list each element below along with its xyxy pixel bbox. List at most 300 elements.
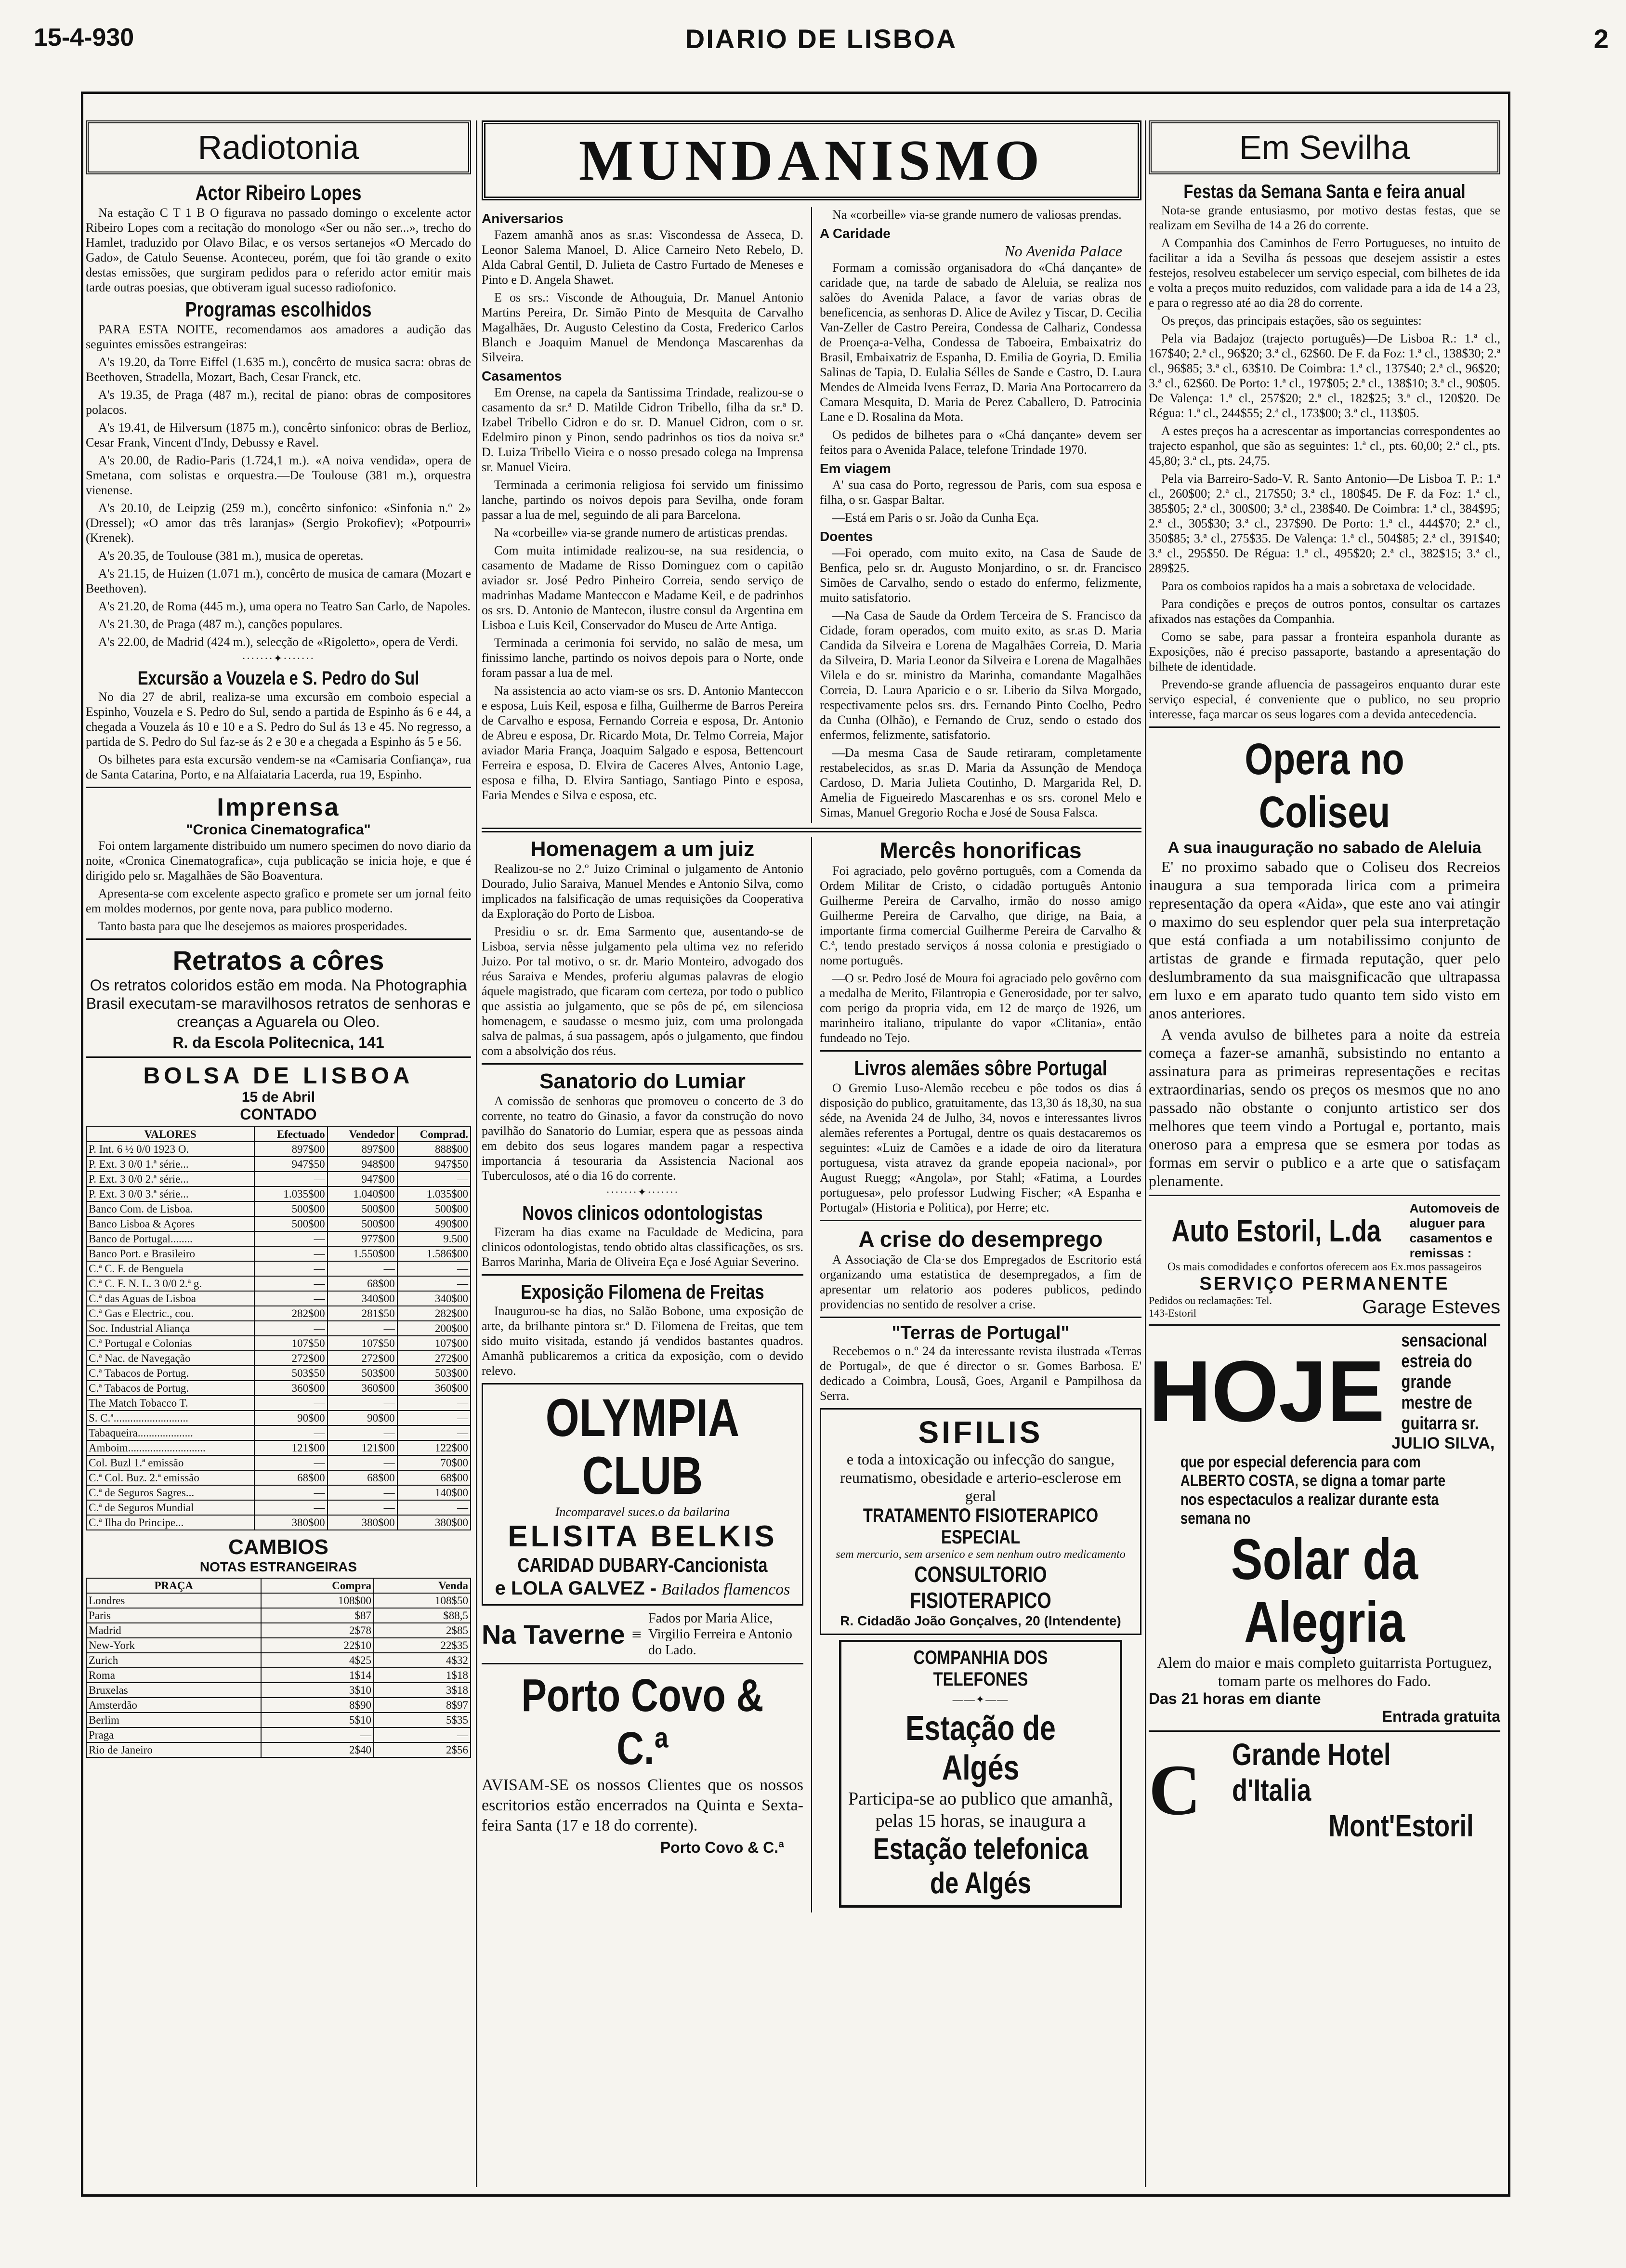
livros-title: Livros alemães sôbre Portugal — [854, 1056, 1107, 1080]
table-cell: 282$00 — [254, 1306, 327, 1321]
hoje-text: sensacional estreia do grande mestre de guitarra sr. — [1401, 1331, 1487, 1434]
table-cell: 360$00 — [328, 1381, 397, 1396]
table-cell: P. Ext. 3 0/0 2.ª série... — [86, 1172, 254, 1187]
program-item: A's 21.15, de Huizen (1.071 m.), concêrto de musica de camara (Mozart e Beethoven). — [86, 567, 471, 595]
sevilha-festas-title: Festas da Semana Santa e feira anual — [1183, 181, 1466, 202]
divider — [86, 1056, 471, 1058]
table-cell: — — [397, 1411, 471, 1425]
table-cell: Roma — [86, 1668, 261, 1683]
table-row — [86, 1366, 471, 1381]
lower-center-left — [482, 837, 803, 1912]
table-cell: 272$00 — [254, 1351, 327, 1366]
table-cell: 281$50 — [328, 1306, 397, 1321]
table-row — [86, 1306, 471, 1321]
excursao-text: No dia 27 de abril, realiza-se uma excursão em comboio especial a Espinho, Vouzela e S. Pedro do Sul, sendo a partida de Espinho ás 6 e 44, a chegada a Vouzela ás 10 e 10 e a S. Pedro do Sul ás 13 e 45. No regresso, a partida de S. Pedro do Sul faz-se ás 2 e 30 e a chegada a Espinho ás 5 e 56. — [86, 690, 471, 749]
table-cell: 1.550$00 — [328, 1246, 397, 1261]
sifilis-text: e toda a intoxicação ou infecção do sangue, reumatismo, obesidade e arterio-esclerose em geral — [840, 1450, 1121, 1504]
table-cell: — — [254, 1291, 327, 1306]
hoje-name: JULIO SILVA, — [1391, 1434, 1495, 1452]
table-cell: 2$40 — [261, 1742, 374, 1757]
doentes-text: —Foi operado, com muito exito, na Casa de Saude de Benfica, pelo sr. dr. Augusto Monjardino, o sr. dr. Francisco Simões de Carvalho, sendo o estado do enfermo, felizmente, muito satisfatorio. — [820, 546, 1141, 605]
clinicos-text: Fizeram ha dias exame na Faculdade de Medicina, para clinicos odontologistas, tendo obtido altas classificações, os srs. Barros Marinha, Maria de Oliveira Eça e José Aguiar Severino. — [482, 1225, 803, 1269]
table-header-cell: Comprad. — [397, 1127, 471, 1142]
table-cell: Amsterdão — [86, 1698, 261, 1713]
table-cell: 2$85 — [374, 1623, 471, 1638]
hoje-text-2: que por especial deferencia para com ALBERTO COSTA, se digna a tomar parte nos espectaculos a realizar durante esta semana no — [1180, 1453, 1446, 1528]
table-cell: 947$50 — [254, 1157, 327, 1172]
table-row — [86, 1216, 471, 1231]
crise-title: A crise do desemprego — [858, 1226, 1103, 1252]
table-cell: C.ª Tabacos de Portug. — [86, 1366, 254, 1381]
table-row — [86, 1187, 471, 1201]
viagem-text-2: —Está em Paris o sr. João da Cunha Eça. — [832, 511, 1039, 525]
table-row — [86, 1336, 471, 1351]
mundanismo-left — [482, 207, 803, 823]
hotel-logo: C — [1149, 1750, 1201, 1830]
sevilha-header — [1149, 120, 1500, 174]
table-cell: S. C.ª........................... — [86, 1411, 254, 1425]
olympia-star: ELISITA BELKIS — [508, 1520, 777, 1553]
imprensa-text-3: Tanto basta para que lhe desejemos as maiores prosperidades. — [98, 919, 407, 933]
table-cell: 360$00 — [397, 1381, 471, 1396]
telefones-title: COMPANHIA DOS TELEFONES — [913, 1647, 1048, 1690]
table-cell: 1.040$00 — [328, 1187, 397, 1201]
table-cell: 503$00 — [328, 1366, 397, 1381]
program-item: A's 20.00, de Radio-Paris (1.724,1 m.). «A noiva vendida», opera de Smetana, com solistas e orquestra.—De Toulouse (381 m.), orquestra vienense. — [86, 453, 471, 497]
retratos-title: Retratos a côres — [172, 945, 384, 976]
table-cell: 68$00 — [328, 1470, 397, 1485]
table-row — [86, 1683, 471, 1698]
mundanismo-right — [820, 207, 1141, 823]
hotel-ad — [1149, 1737, 1500, 1844]
divider — [482, 1663, 803, 1664]
table-row — [86, 1411, 471, 1425]
table-cell: C.ª das Aguas de Lisboa — [86, 1291, 254, 1306]
table-cell: — — [374, 1727, 471, 1742]
table-cell: 1.035$00 — [254, 1187, 327, 1201]
casamentos-text-2: Terminada a cerimonia religiosa foi servido um finissimo lanche, partindo os noivos depois para Sevilha, onde foram passar a lua de mel, seguindo de ali para Barcelona. — [482, 478, 803, 522]
casamentos-text-6: Na assistencia ao acto viam-se os srs. D. Antonio Manteccon e esposa, Luis Keil, esposa e filha, Guilherme de Barros Pereira de Carvalho e esposa, Fernando Correia e esposa, Dr. Antonio de Abreu e esposa, Dr. Ricardo Mota, Dr. Telmo Correia, Major aviador Maria França, Joaquim Salgado e esposa, Bettencourt Ferreira e esposa, D. Elvira de Caceres Alves, Antonio Lage, esposa e filha, D. Elvira Santiago, Santiago Pinto e esposa, Faria Mendes e Silva e esposa, etc. — [482, 684, 803, 802]
table-cell: Banco de Portugal........ — [86, 1231, 254, 1246]
table-cell: — — [328, 1455, 397, 1470]
table-cell: — — [254, 1455, 327, 1470]
table-cell: Bruxelas — [86, 1683, 261, 1698]
table-cell: 1.586$00 — [397, 1246, 471, 1261]
table-cell: — — [397, 1425, 471, 1440]
table-cell: Madrid — [86, 1623, 261, 1638]
divider — [1149, 1195, 1500, 1196]
table-cell: Soc. Industrial Aliança — [86, 1321, 254, 1336]
sevilha-text-5: A estes preços ha a acrescentar as importancias correspondentes ao trajecto espanhol, que são as seguintes: 1.ª cl., pts. 60,00; 2.ª cl., pts. 45,80; 3.ª cl., pts. 24,75. — [1149, 424, 1500, 468]
cambios-table — [86, 1578, 471, 1758]
table-cell: 8$97 — [374, 1698, 471, 1713]
column-right — [1149, 120, 1500, 2187]
portocovo-name: Porto Covo & C.ª — [521, 1670, 764, 1774]
sevilha-text-6: Pela via Barreiro-Sado-V. R. Santo Antonio—De Lisboa T. P.: 1.ª cl., 260$00; 2.ª cl., 217$50; 3.ª cl., 180$45. De F. da Foz: 1.ª cl., 385$05; 2.ª cl., 300$00; 3.ª cl., 238$40. De Coimbra: 1.ª cl., 384$95; 2.ª cl., 305$30; 3.ª cl., 237$90. De Porto: 1.ª cl., 444$70; 2.ª cl., 350$85; 3.ª cl., 275$35. De Valença: 1.ª cl., 504$85; 2.ª cl., 391$40; 3.ª cl., 295$50. De Régua: 1.ª cl., 495$20; 2.ª cl., 382$15; 3.ª cl., 289$25. — [1149, 472, 1500, 575]
actor-text: Na estação C T 1 B O figurava no passado domingo o excelente actor Ribeiro Lopes com a recitação do monologo «Ser ou não ser...», trecho do Hamlet, traduzido por Olavo Bilac, e os versos sertanejos «O Mercado do Gado», de Catulo Seuense. Aconteceu, porém, que foi tão grande o exito destas emissões, que surgiram pedidos para o referido actor emitir mais tarde outras poesias, que obtiveram igual sucesso radiofonico. — [86, 206, 471, 294]
table-cell: 1.035$00 — [397, 1187, 471, 1201]
caridade-text: Formam a comissão organisadora do «Chá dançante» de caridade que, na tarde de sabado de Aleluia, se realiza nos salões do Avenida Palace, a favor de varias obras de beneficencia, as senhoras D. Alice de Avilez y Tiscar, D. Cecilia Van-Zeller de Castro Pereira, Condessa de Calhariz, Condessa de Proença-a-Velha, Condessa de Taboeira, Embaixatriz do Brasil, Embaixatriz de Espanha, D. Emilia de Goyria, D. Emilia Salinas de Tapia, D. Eulalia Sélles de Sande e Castro, D. Laura Mendes de Almeida Ivens Ferraz, D. Maria Ana Portocarrero da Camara Mesquita, D. Maria de Perez Caballero, D. Patrocinia Lane e D. Rosalina da Mota. — [820, 261, 1141, 424]
table-cell: 121$00 — [328, 1440, 397, 1455]
table-cell: Col. Buzl 1.ª emissão — [86, 1455, 254, 1470]
taverne-text: Fados por Maria Alice, Virgilio Ferreira e Antonio do Lado. — [648, 1611, 792, 1658]
table-header-cell: Compra — [261, 1578, 374, 1593]
table-cell: Banco Com. de Lisboa. — [86, 1201, 254, 1216]
merces-text-2: —O sr. Pedro José de Moura foi agraciado pelo govêrno com a medalha de Merito, Filantropia e Generosidade, por ter salvo, com perigo da propria vida, em 12 de março de 1926, um marinheiro italiano, tripulante do vapor «Clitania», então fundeado no Tejo. — [820, 971, 1141, 1045]
table-cell: C.ª Portugal e Colonias — [86, 1336, 254, 1351]
cambios-title: CAMBIOS — [228, 1535, 328, 1559]
casamentos-title: Casamentos — [482, 369, 562, 383]
doentes-text-3: —Da mesma Casa de Saude retiraram, completamente restabelecidos, as sr.as D. Maria da Assunção de Mendoça Cardoso, D. Maria Julieta Coutinho, D. Margarida Rel, D. Amelia de Figueiredo Mascarenhas e os srs. coronel Melo e Simas, Manuel Gregorio Rocha e José de Sousa Falsca. — [820, 746, 1141, 819]
table-cell: 360$00 — [254, 1381, 327, 1396]
table-cell: Berlim — [86, 1713, 261, 1727]
table-cell: — — [328, 1396, 397, 1411]
casamentos-text: Em Orense, na capela da Santissima Trindade, realizou-se o casamento da sr.ª D. Matilde Cidron Tribello, filha da sr.ª D. Izabel Tribello Cidron e do sr. D. Manuel Cidron, com o sr. Edelmiro pinon y Pinon, sendo padrinhos os tios da noiva sr.ª D. Luiza Tribello Vieira e o nosso presado colega na Imprensa sr. Manuel Vieira. — [482, 385, 803, 474]
table-cell: Paris — [86, 1608, 261, 1623]
table-cell: C.ª de Seguros Mundial — [86, 1500, 254, 1515]
table-cell: — — [328, 1485, 397, 1500]
table-cell: C.ª Tabacos de Portug. — [86, 1381, 254, 1396]
homenagem-text-2: Presidiu o sr. dr. Ema Sarmento que, ausentando-se de Lisboa, servia nêsse julgamento pela ultima vez no referido Juizo. Por tal motivo, o sr. dr. Mario Monteiro, advogado dos réus Saraiva e Mendes, proferiu algumas palavras de elogio áquele magistrado, que ficaram com certeza, por todo o publico que assistia ao julgamento, que se pôs de pé, em silenciosa homenagem, e saudasse o mesmo juiz, com uma prolongada salva de palmas, á sua passagem, após o julgamento, que findou com a absolvição dos réus. — [482, 924, 803, 1058]
table-cell: — — [397, 1172, 471, 1187]
column-rule — [811, 207, 812, 823]
table-cell: 107$50 — [328, 1336, 397, 1351]
table-cell: 1$14 — [261, 1668, 374, 1683]
table-cell: New-York — [86, 1638, 261, 1653]
table-cell: — — [328, 1425, 397, 1440]
viagem-title: Em viagem — [820, 461, 891, 476]
divider — [482, 1274, 803, 1276]
viagem-text: A' sua casa do Porto, regressou de Paris, com sua esposa e filha, o sr. Gaspar Baltar. — [820, 478, 1141, 507]
sifilis-ad — [820, 1408, 1141, 1635]
table-row — [86, 1455, 471, 1470]
exposicao-text: Inaugurou-se ha dias, no Salão Bobone, uma exposição de arte, da brilhante pintora sr.ª D. Filomena de Freitas, que tem sido muito visitada, estando já vendidos bastantes quadros. Amanhã publicaremos a critica da exposição, com o devido relevo. — [482, 1304, 803, 1378]
table-cell: C.ª Ilha do Principe... — [86, 1515, 254, 1530]
table-cell: 68$00 — [397, 1470, 471, 1485]
prendas-text: Na «corbeille» via-se grande numero de valiosas prendas. — [832, 208, 1122, 222]
opera-sub: A sua inauguração no sabado de Aleluia — [1167, 839, 1482, 857]
table-cell: C.ª Gas e Electric., cou. — [86, 1306, 254, 1321]
doentes-title: Doentes — [820, 529, 873, 544]
hoje-big: HOJE — [1149, 1343, 1385, 1440]
table-row — [86, 1157, 471, 1172]
actor-title: Actor Ribeiro Lopes — [195, 181, 362, 205]
program-item: A's 19.41, de Hilversum (1875 m.), concêrto sinfonico: obras de Berlioz, Cesar Frank, Vincent d'Indy, Debussy e Ravel. — [86, 421, 471, 449]
sevilha-text-4: Pela via Badajoz (trajecto português)—De Lisboa R.: 1.ª cl., 167$40; 2.ª cl., 96$20; 3.ª cl., 62$60. De F. da Foz: 1.ª cl., 138$30; 2.ª cl., 96$85; 3.ª cl., 63$10. De Coimbra: 1.ª cl., 137$40; 2.ª cl., 96$20; 3.ª cl., 62$60. De Porto: 1.ª cl., 197$05; 2.ª cl., 138$10; 3.ª cl., 90$05. De Valença: 1.ª cl., 257$20; 2.ª cl., 182$25; 3.ª cl., 120$20. De Régua: 1.ª cl., 244$55; 2.ª cl., 173$00; 3.ª cl., 113$05. — [1149, 331, 1500, 420]
table-cell: Amboim............................ — [86, 1440, 254, 1455]
section-divider — [482, 828, 1141, 832]
autoestoril-ad — [1149, 1201, 1500, 1319]
hoje-ad — [1149, 1331, 1500, 1726]
table-cell: Tabaqueira.................... — [86, 1425, 254, 1440]
table-cell: 948$00 — [328, 1157, 397, 1172]
table-cell: 503$00 — [397, 1366, 471, 1381]
aniversarios-title: Aniversarios — [482, 211, 564, 226]
table-cell: 2$56 — [374, 1742, 471, 1757]
hoje-text-5: Entrada gratuita — [1382, 1708, 1500, 1725]
table-cell: — — [254, 1396, 327, 1411]
autoestoril-contact: Pedidos ou reclamações: Tel. 143-Estoril — [1149, 1294, 1272, 1319]
imprensa-text-2: Apresenta-se com excelente aspecto grafico e promete ser um jornal feito em moldes modernos, por gente nova, para publico moderno. — [86, 886, 471, 915]
table-cell: 947$50 — [397, 1157, 471, 1172]
table-cell: C.ª de Seguros Sagres... — [86, 1485, 254, 1500]
table-header-cell: Efectuado — [254, 1127, 327, 1142]
table-header-cell: Vendedor — [328, 1127, 397, 1142]
programs-intro: PARA ESTA NOITE, recomendamos aos amadores a audição das seguintes emissões estrangeiras: — [86, 322, 471, 351]
sifilis-title: SIFILIS — [918, 1415, 1043, 1450]
sanatorio-title: Sanatorio do Lumiar — [539, 1069, 746, 1093]
taverne-name: Na Taverne — [482, 1619, 625, 1649]
table-cell: 380$00 — [254, 1515, 327, 1530]
table-cell: 22$35 — [374, 1638, 471, 1653]
table-cell: $88,5 — [374, 1608, 471, 1623]
table-row — [86, 1500, 471, 1515]
table-cell: Rio de Janeiro — [86, 1742, 261, 1757]
casamentos-text-5: Terminada a cerimonia foi servido, no salão de mesa, um finissimo lanche, partindo os noivos depois para o Norte, onde foram passar a lua de mel. — [482, 636, 803, 680]
ornament-divider: ·······✦······· — [606, 1186, 679, 1198]
sevilha-text-3: Os preços, das principais estações, são os seguintes: — [1161, 314, 1422, 328]
table-cell: 500$00 — [328, 1216, 397, 1231]
table-cell: — — [261, 1727, 374, 1742]
casamentos-text-3: Na «corbeille» via-se grande numero de artisticas prendas. — [494, 526, 788, 540]
table-cell: — — [328, 1261, 397, 1276]
table-cell: 500$00 — [254, 1201, 327, 1216]
divider — [86, 787, 471, 788]
page-number: 2 — [1593, 24, 1609, 54]
table-header-cell: PRAÇA — [86, 1578, 261, 1593]
excursao-text-2: Os bilhetes para esta excursão vendem-se na «Camisaria Confiança», rua de Santa Catarina, Porto, e na Alfaiataria Lacerda, rua 19, Espinho. — [86, 752, 471, 781]
table-cell: 888$00 — [397, 1142, 471, 1157]
table-row — [86, 1742, 471, 1757]
masthead — [34, 23, 1609, 62]
portocovo-sign: Porto Covo & C.ª — [660, 1839, 784, 1856]
table-row — [86, 1425, 471, 1440]
mundanismo-title: MUNDANISMO — [578, 128, 1045, 192]
divider — [820, 1317, 1141, 1318]
table-row — [86, 1608, 471, 1623]
table-cell: 3$10 — [261, 1683, 374, 1698]
table-cell: Banco Port. e Brasileiro — [86, 1246, 254, 1261]
program-item: A's 19.35, de Praga (487 m.), recital de piano: obras de compositores polacos. — [86, 388, 471, 417]
table-header-cell: VALORES — [86, 1127, 254, 1142]
bolsa-table — [86, 1126, 471, 1530]
table-row — [86, 1638, 471, 1653]
column-left — [86, 120, 471, 2187]
table-cell: C.ª C. F. N. L. 3 0/0 2.ª g. — [86, 1276, 254, 1291]
divider — [820, 1220, 1141, 1221]
table-cell: 140$00 — [397, 1485, 471, 1500]
table-cell: 68$00 — [254, 1470, 327, 1485]
table-row — [86, 1276, 471, 1291]
aniversarios-text-2: E os srs.: Visconde de Athouguia, Dr. Manuel Antonio Martins Pereira, Dr. Simão Pinto de Mesquita de Carvalho Magalhães, Dr. Augusto Celestino da Costa, Frederico Carlos Blanch e Joaquim Manuel de Mendonça Mascarenhas da Silveira. — [482, 290, 803, 364]
table-cell: 977$00 — [328, 1231, 397, 1246]
sevilha-title: Em Sevilha — [1239, 129, 1410, 166]
telefones-big: Estação telefonica de Algés — [873, 1833, 1088, 1900]
table-cell: — — [254, 1485, 327, 1500]
sevilha-text-10: Prevendo-se grande afluencia de passageiros enquanto durar este serviço especial, é conveniente que o publico, no seu proprio interesse, faça marcar os seus logares com a devida antecedencia. — [1149, 677, 1500, 721]
table-cell: 500$00 — [328, 1201, 397, 1216]
autoestoril-service: SERVIÇO PERMANENTE — [1199, 1274, 1450, 1294]
program-item: A's 21.20, de Roma (445 m.), uma opera no Teatro San Carlo, de Napoles. — [98, 599, 471, 613]
bolsa-date: 15 de Abril — [241, 1089, 315, 1105]
crise-text: A Associação de Cla·se dos Empregados de Escritorio está organizando uma estatistica de desempregados, a fim de apresentar um relatorio aos poderes publicos, pedindo providencias no sentido de resolver a crise. — [820, 1253, 1141, 1311]
table-row — [86, 1653, 471, 1668]
table-cell: Zurich — [86, 1653, 261, 1668]
table-row — [86, 1291, 471, 1306]
table-row — [86, 1698, 471, 1713]
table-cell: 500$00 — [254, 1216, 327, 1231]
sevilha-text-8: Para condições e preços de outros pontos, consultar os cartazes afixados nas estações da Companhia. — [1149, 597, 1500, 626]
taverne-ad: Na Taverne ≡ Fados por Maria Alice, Virgilio Ferreira e Antonio do Lado. — [482, 1610, 803, 1658]
table-cell: — — [328, 1321, 397, 1336]
table-cell: 107$50 — [254, 1336, 327, 1351]
table-cell: — — [254, 1261, 327, 1276]
opera-text-2: A venda avulso de bilhetes para a noite da estreia começa a fazer-se amanhã, subsistindo no entanto a assinatura para as primeiras representações e recitas extraordinarias, sendo os preços os mesmos que no ano passado não obstante o conjunto artistico ser dos melhores que teem vindo a Portugal e, portanto, mais oneroso para a empresa que se esmera por todas as formas em servir o publico e a arte que o satisfaçam plenamente. — [1149, 1026, 1500, 1189]
table-cell: 282$00 — [397, 1306, 471, 1321]
table-cell: — — [397, 1276, 471, 1291]
autoestoril-garage: Garage Esteves — [1362, 1296, 1500, 1318]
lower-center — [482, 837, 1141, 1912]
table-cell: 70$00 — [397, 1455, 471, 1470]
olympia-name: OLYMPIA CLUB — [545, 1388, 740, 1505]
table-cell: 4$25 — [261, 1653, 374, 1668]
table-cell: 490$00 — [397, 1216, 471, 1231]
table-cell: 272$00 — [397, 1351, 471, 1366]
table-row — [86, 1623, 471, 1638]
opera-text: E' no proximo sabado que o Coliseu dos Recreios inaugura a sua temporada lirica com a primeira representação da opera «Aida», que este ano vai atingir o maximo do seu esplendor quer pela sua interpretação que está confiada a um notabilissimo conjunto de artistas de grande e firmada reputação, quer pelo deslumbramento da sua maisgnificacão que ultrapassa em luxo e em aparato tudo quanto tem sido visto em anos anteriores. — [1149, 858, 1500, 1022]
table-cell: 22$10 — [261, 1638, 374, 1653]
table-cell: 3$18 — [374, 1683, 471, 1698]
table-cell: 340$00 — [397, 1291, 471, 1306]
merces-text: Foi agraciado, pelo govêrno português, com a Comenda da Ordem Militar de Cristo, o cidadão português Antonio Guilherme Pereira de Carvalho, irmão do nosso amigo Guilherme Pereira de Carvalho, que dirige, na Baia, a importante firma comercial Guilherme Pereira de Carvalho & C.ª, tendo prestado serviços á nossa colonia e prestigiado o nome português. — [820, 864, 1141, 967]
telefones-ad — [839, 1640, 1122, 1908]
table-cell: 8$90 — [261, 1698, 374, 1713]
table-cell: 947$00 — [328, 1172, 397, 1187]
sifilis-t2: sem mercurio, sem arsenico e sem nenhum outro medicamento — [836, 1548, 1126, 1561]
table-cell: P. Int. 6 ½ 0/0 1923 O. — [86, 1142, 254, 1157]
table-cell: The Match Tobacco T. — [86, 1396, 254, 1411]
program-item: A's 20.35, de Toulouse (381 m.), musica de operetas. — [98, 549, 364, 563]
table-cell: 5$10 — [261, 1713, 374, 1727]
program-item: A's 20.10, de Leipzig (259 m.), concêrto sinfonico: «Sinfonia n.º 2» (Dressel); «O amor das três laranjas» (Sergio Prokofiev); «Potpourri» (Krenek). — [86, 501, 471, 545]
terras-text: Recebemos o n.º 24 da interessante revista ilustrada «Terras de Portugal», de que é director o sr. Gomes Barbosa. E' dedicado a Coimbra, Lousã, Goes, Arganil e Pampilhosa da Serra. — [820, 1344, 1141, 1403]
column-rule — [811, 837, 812, 1912]
table-cell: 108$00 — [261, 1593, 374, 1608]
table-cell: Londres — [86, 1593, 261, 1608]
table-cell: Banco Lisboa & Açores — [86, 1216, 254, 1231]
table-row — [86, 1727, 471, 1742]
radiotonia-title: Radiotonia — [197, 129, 359, 166]
table-cell: 90$00 — [254, 1411, 327, 1425]
table-row — [86, 1351, 471, 1366]
telefones-text: Participa-se ao publico que amanhã, pelas 15 horas, se inaugura a — [848, 1789, 1113, 1831]
imprensa-title: Imprensa — [217, 793, 340, 821]
imprensa-subtitle: "Cronica Cinematografica" — [186, 822, 371, 838]
olympia-tag: Incomparavel suces.o da bailarina — [555, 1505, 730, 1519]
doentes-text-2: —Na Casa de Saude da Ordem Terceira de S. Francisco da Cidade, foram operados, com muito exito, as sr.as D. Maria Candida da Silveira e Lorena de Magalhães Correia, D. Maria da Silveira, D. Maria Leonor da Silveira e Lorena de Magalhães Vilela e do sr. ministro da Marinha, comandante Magalhães Correia, D. Laura Aparicio e o sr. Liberio da Silva Morgado, respectivamente pelos srs. drs. Fernando Pinto Coelho, Pedro da Cunha (Olhão), e Fernando de Cruz, sendo o estado dos enfermos, felizmente, satisfatorio. — [820, 608, 1141, 742]
issue-date: 15-4-930 — [34, 24, 134, 52]
homenagem-text: Realizou-se no 2.º Juizo Criminal o julgamento de Antonio Dourado, Julio Saraiva, Manuel Mendes e Antonio Silva, como implicados na falsificação de umas requisições da Cooperativa da Exploração do Porto de Lisboa. — [482, 862, 803, 921]
hoje-text-3: Alem do maior e mais completo guitarrista Portuguez, tomam parte os melhores do Fado. — [1157, 1654, 1492, 1689]
divider — [482, 1063, 803, 1065]
table-cell: 107$00 — [397, 1336, 471, 1351]
table-cell: 340$00 — [328, 1291, 397, 1306]
table-row — [86, 1261, 471, 1276]
column-center — [482, 120, 1141, 2187]
livros-text: O Gremio Luso-Alemão recebeu e pôe todos os dias á disposição do publico, gratuitamente, das 13,30 ás 18,30, na sua séde, na Avenida 24 de Julho, 34, novos e interessantes livros alemães referentes a Portugal, dentre os quais destacaremos os seguintes: «Luiz de Camões e a idade de oiro da literatura portuguesa, vista atravez da grande epopeia nacional», por August Ruegg; «Angola», por Stahl; «Fatima, a Lourdes portuguesa», pelo professor Ludwing Fischer; «A Espanha e Portugal» (Historia e Politica), por Herre; etc. — [820, 1081, 1141, 1214]
olympia-line1: CARIDAD DUBARY-Cancionista — [517, 1554, 768, 1576]
autoestoril-tag: Automoveis de aluguer para casamentos e remissas : — [1409, 1201, 1500, 1260]
table-row — [86, 1396, 471, 1411]
table-cell: 1$18 — [374, 1668, 471, 1683]
table-cell: Praga — [86, 1727, 261, 1742]
table-row — [86, 1231, 471, 1246]
mundanismo-header — [482, 120, 1141, 200]
bolsa-sub: CONTADO — [240, 1106, 317, 1123]
radiotonia-header — [86, 120, 471, 174]
olympia-line2b: Bailados flamencos — [661, 1581, 790, 1598]
merces-title: Mercês honorificas — [879, 838, 1082, 863]
imprensa-text: Foi ontem largamente distribuido um numero specimen do novo diario da noite, «Cronica Cinematografica», cuja publicação se inicia hoje, e que é dirigido pelo sr. Magalhães de São Boaventura. — [86, 839, 471, 883]
table-cell: — — [397, 1261, 471, 1276]
table-cell: C.ª Nac. de Navegação — [86, 1351, 254, 1366]
table-row — [86, 1485, 471, 1500]
table-cell: — — [254, 1425, 327, 1440]
hoje-text-4: Das 21 horas em diante — [1149, 1690, 1321, 1707]
table-cell: 897$00 — [254, 1142, 327, 1157]
sevilha-text-9: Como se sabe, para passar a fronteira espanhola durante as Exposições, não é preciso passaporte, bastando a apresentação do bilhete de identidade. — [1149, 630, 1500, 673]
program-list — [86, 355, 471, 649]
table-row — [86, 1515, 471, 1530]
sifilis-t1: TRATAMENTO FISIOTERAPICO ESPECIAL — [863, 1505, 1099, 1548]
divider — [820, 1050, 1141, 1052]
table-row — [86, 1593, 471, 1608]
terras-title: "Terras de Portugal" — [892, 1323, 1070, 1343]
caridade-sub: No Avenida Palace — [1004, 242, 1122, 260]
column-rule — [1145, 120, 1146, 2187]
divider — [1149, 1324, 1500, 1326]
table-cell: 200$00 — [397, 1321, 471, 1336]
table-header-cell: Venda — [374, 1578, 471, 1593]
opera-title: Opera no Coliseu — [1245, 735, 1404, 837]
table-cell: — — [397, 1500, 471, 1515]
table-row — [86, 1440, 471, 1455]
table-cell: 503$50 — [254, 1366, 327, 1381]
hotel-line2: Mont'Estoril — [1328, 1808, 1474, 1843]
cambios-sub: NOTAS ESTRANGEIRAS — [199, 1559, 357, 1574]
caridade-title: A Caridade — [820, 226, 891, 241]
portocovo-text: AVISAM-SE os nossos Clientes que os nossos escritorios estão encerrados na Quinta e Sexta-feira Santa (17 e 18 do corrente). — [482, 1776, 803, 1834]
hoje-venue: Solar da Alegria — [1231, 1527, 1418, 1654]
table-cell: — — [254, 1321, 327, 1336]
table-cell: P. Ext. 3 0/0 3.ª série... — [86, 1187, 254, 1201]
table-cell: 380$00 — [397, 1515, 471, 1530]
ornament: ——✦—— — [952, 1693, 1009, 1705]
caridade-text-2: Os pedidos de bilhetes para o «Chá dançante» devem ser feitos para o Avenida Palace, telefone Trindade 1970. — [820, 428, 1141, 457]
sifilis-address: R. Cidadão João Gonçalves, 20 (Intendente) — [840, 1613, 1121, 1628]
sevilha-text-2: A Companhia dos Caminhos de Ferro Portugueses, no intuito de facilitar a ida a Sevilha ás pessoas que desejem assistir a estes festejos, resolveu estabelecer um serviço especial, com bilhetes de ida e volta a preços muito reduzidos, com validade para a ida de 14 a 23, e para o regresso até ao dia 28 do corrente. — [1149, 236, 1500, 310]
sevilha-text-7: Para os comboios rapidos ha a mais a sobretaxa de velocidade. — [1161, 579, 1475, 593]
table-cell: — — [254, 1231, 327, 1246]
hotel-line1: Grande Hotel d'Italia — [1232, 1737, 1391, 1807]
table-cell: — — [254, 1500, 327, 1515]
table-cell: 4$32 — [374, 1653, 471, 1668]
table-cell: 380$00 — [328, 1515, 397, 1530]
table-cell: 90$00 — [328, 1411, 397, 1425]
divider — [86, 938, 471, 940]
autoestoril-text: Os mais comodidades e confortos oferecem aos Ex.mos passageiros — [1167, 1261, 1482, 1273]
program-item: A's 21.30, de Praga (487 m.), canções populares. — [98, 617, 343, 631]
